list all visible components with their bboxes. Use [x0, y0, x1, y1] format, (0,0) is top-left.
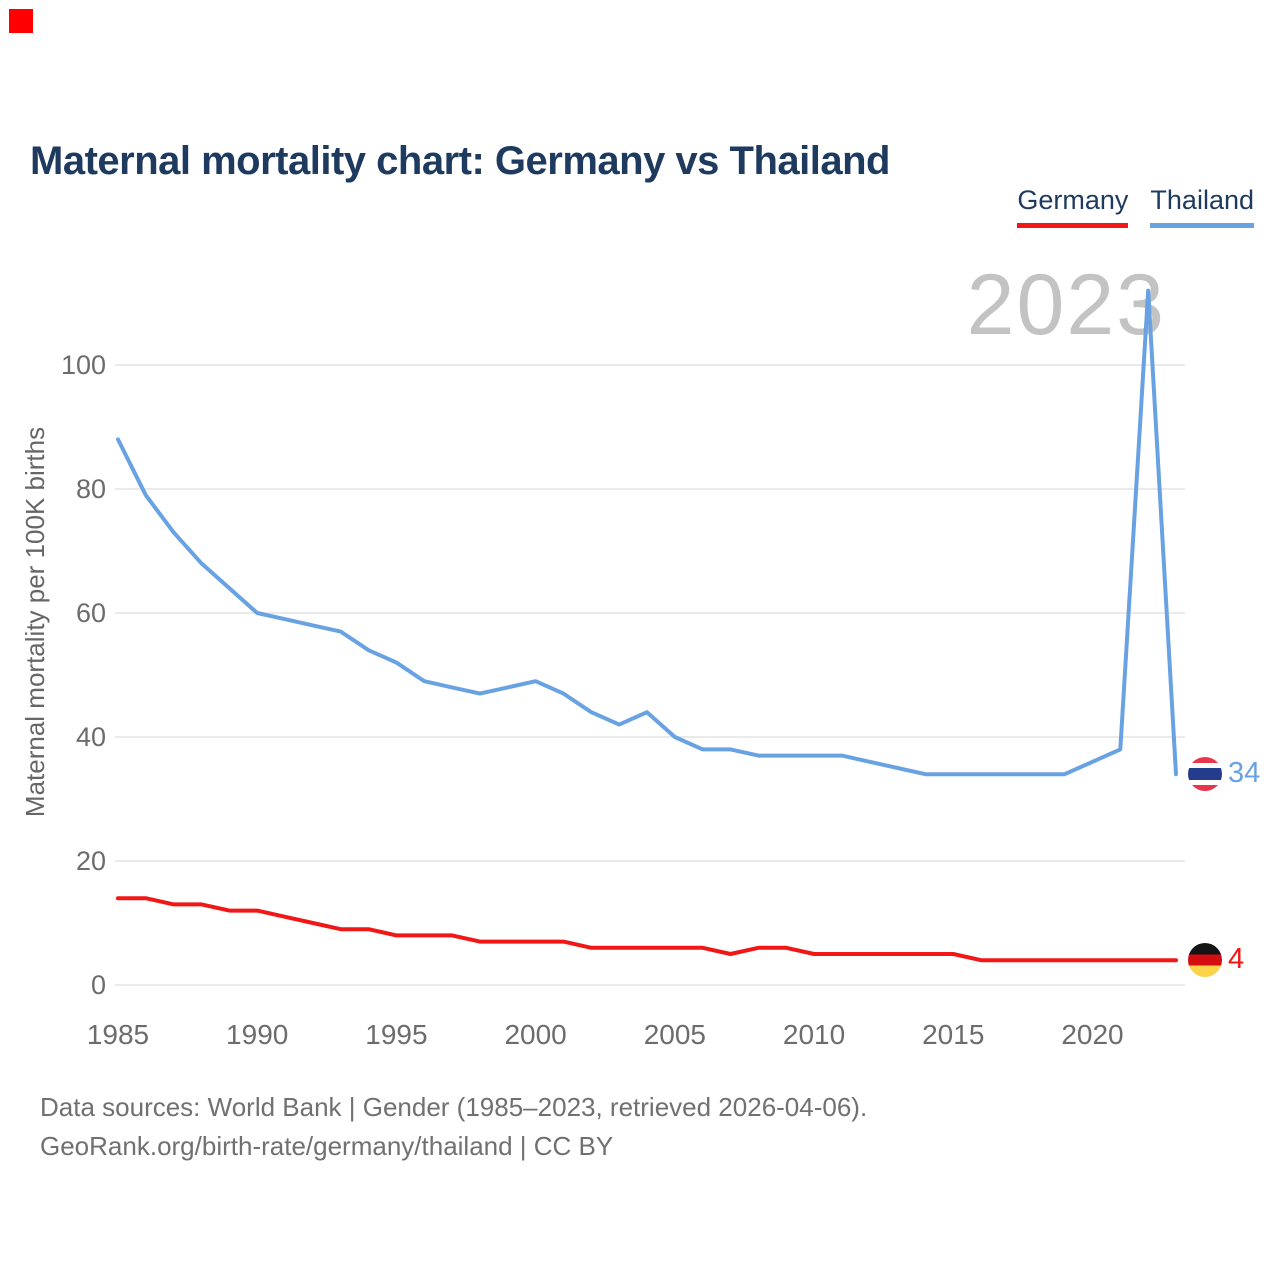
x-tick-label-2010: 2010	[782, 1019, 846, 1050]
chart-title: Maternal mortality chart: Germany vs Thailand	[30, 138, 890, 183]
footer-attribution-line: GeoRank.org/birth-rate/germany/thailand | CC BY	[40, 1131, 614, 1161]
y-tick-label-0: 0	[90, 970, 106, 1000]
x-tick-label-1995: 1995	[365, 1019, 428, 1050]
y-tick-label-20: 20	[75, 846, 106, 876]
y-tick-label-40: 40	[75, 722, 106, 752]
y-tick-label-80: 80	[75, 474, 106, 504]
year-watermark: 2023	[966, 257, 1166, 353]
y-tick-label-60: 60	[75, 598, 106, 628]
legend-item-germany[interactable]: Germany	[1017, 185, 1128, 228]
germany-line	[118, 898, 1176, 960]
x-tick-label-2005: 2005	[643, 1019, 706, 1050]
y-tick-label-100: 100	[60, 350, 106, 380]
footer-sources-line: Data sources: World Bank | Gender (1985–2023, retrieved 2026-04-06).	[40, 1092, 868, 1122]
x-tick-label-2015: 2015	[922, 1019, 985, 1050]
x-tick-label-1985: 1985	[86, 1019, 150, 1050]
germany-end-value: 4	[1228, 943, 1245, 976]
x-tick-label-2020: 2020	[1061, 1019, 1124, 1050]
germany-flag-icon	[1188, 943, 1222, 977]
thailand-end-value: 34	[1228, 757, 1261, 790]
y-axis-title: Maternal mortality per 100K births	[20, 426, 50, 818]
thailand-line	[118, 291, 1176, 775]
thailand-flag-icon	[1188, 757, 1222, 791]
legend-item-thailand[interactable]: Thailand	[1150, 185, 1254, 228]
x-tick-label-1990: 1990	[226, 1019, 289, 1050]
x-tick-label-2000: 2000	[504, 1019, 567, 1050]
